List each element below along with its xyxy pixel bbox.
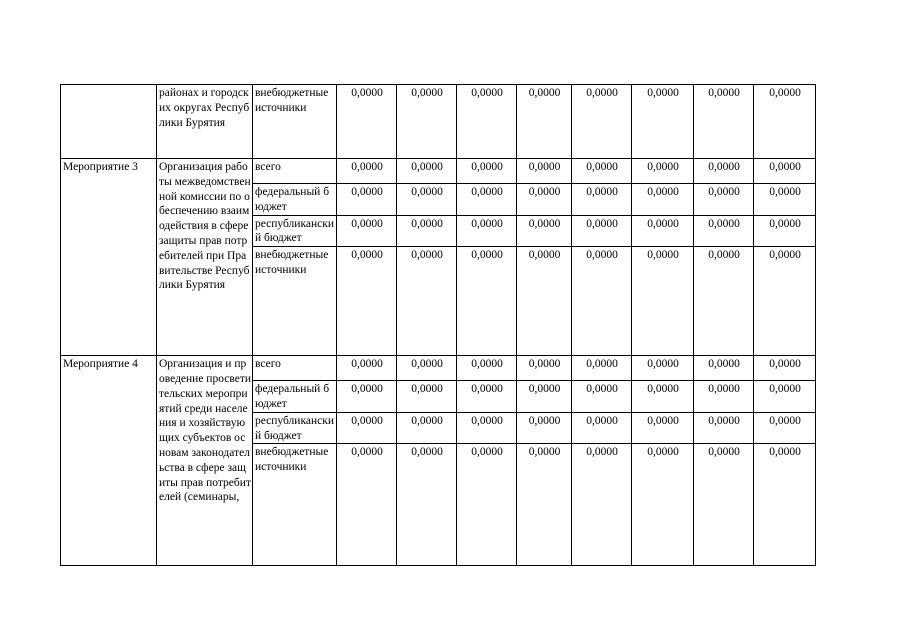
value-cell: 0,0000 (754, 412, 816, 444)
value-cell: 0,0000 (754, 184, 816, 216)
funding-source-cell: федеральный бюджет (253, 184, 337, 216)
value-cell: 0,0000 (457, 444, 517, 566)
funding-source-cell: внебюджетные источники (253, 247, 337, 356)
value-cell: 0,0000 (694, 184, 754, 216)
value-cell: 0,0000 (337, 381, 397, 413)
value-cell: 0,0000 (754, 85, 816, 159)
value-cell: 0,0000 (397, 159, 457, 184)
funding-source-cell: федеральный бюджет (253, 381, 337, 413)
value-cell: 0,0000 (517, 215, 572, 247)
measure-name-cell: районах и городских округах Республики Бурятия (157, 85, 253, 159)
value-cell: 0,0000 (632, 85, 694, 159)
funding-source-cell: республиканский бюджет (253, 215, 337, 247)
value-cell: 0,0000 (517, 184, 572, 216)
value-cell: 0,0000 (632, 444, 694, 566)
value-cell: 0,0000 (457, 247, 517, 356)
value-cell: 0,0000 (397, 356, 457, 381)
value-cell: 0,0000 (397, 184, 457, 216)
value-cell: 0,0000 (517, 412, 572, 444)
table-row (61, 85, 816, 159)
value-cell: 0,0000 (457, 215, 517, 247)
measure-cell: Мероприятие 4 (61, 356, 157, 566)
value-cell: 0,0000 (337, 85, 397, 159)
value-cell: 0,0000 (457, 85, 517, 159)
value-cell: 0,0000 (754, 381, 816, 413)
value-cell: 0,0000 (572, 215, 632, 247)
value-cell: 0,0000 (337, 444, 397, 566)
value-cell: 0,0000 (632, 356, 694, 381)
value-cell: 0,0000 (397, 444, 457, 566)
table-row (61, 159, 816, 184)
value-cell: 0,0000 (694, 444, 754, 566)
value-cell: 0,0000 (517, 444, 572, 566)
value-cell: 0,0000 (694, 412, 754, 444)
value-cell: 0,0000 (632, 247, 694, 356)
value-cell: 0,0000 (457, 412, 517, 444)
value-cell: 0,0000 (754, 356, 816, 381)
value-cell: 0,0000 (754, 444, 816, 566)
value-cell: 0,0000 (632, 184, 694, 216)
measure-cell (61, 85, 157, 159)
value-cell: 0,0000 (337, 247, 397, 356)
value-cell: 0,0000 (632, 381, 694, 413)
value-cell: 0,0000 (397, 412, 457, 444)
budget-table (60, 84, 816, 566)
value-cell: 0,0000 (694, 247, 754, 356)
value-cell: 0,0000 (517, 247, 572, 356)
funding-source-cell: внебюджетные источники (253, 85, 337, 159)
value-cell: 0,0000 (397, 381, 457, 413)
value-cell: 0,0000 (397, 215, 457, 247)
table-row (61, 356, 816, 381)
table-body (61, 85, 816, 566)
value-cell: 0,0000 (397, 85, 457, 159)
measure-cell: Мероприятие 3 (61, 159, 157, 356)
measure-name-cell: Организация работы межведомственной комиссии по обеспечению взаимодействия в сфере защиты прав потребителей при Правительстве Республики Бурятия (157, 159, 253, 356)
measure-name-cell: Организация и проведение просветительских мероприятий среди населения и хозяйствующих субъектов основам законодательства в сфере защиты прав потребителей (семинары, (157, 356, 253, 566)
value-cell: 0,0000 (457, 381, 517, 413)
value-cell: 0,0000 (694, 215, 754, 247)
value-cell: 0,0000 (572, 85, 632, 159)
value-cell: 0,0000 (632, 412, 694, 444)
value-cell: 0,0000 (337, 159, 397, 184)
value-cell: 0,0000 (517, 356, 572, 381)
funding-source-cell: всего (253, 159, 337, 184)
value-cell: 0,0000 (694, 159, 754, 184)
value-cell: 0,0000 (397, 247, 457, 356)
value-cell: 0,0000 (572, 247, 632, 356)
value-cell: 0,0000 (694, 381, 754, 413)
funding-source-cell: республиканский бюджет (253, 412, 337, 444)
value-cell: 0,0000 (572, 444, 632, 566)
value-cell: 0,0000 (572, 184, 632, 216)
value-cell: 0,0000 (754, 215, 816, 247)
value-cell: 0,0000 (337, 356, 397, 381)
value-cell: 0,0000 (517, 85, 572, 159)
value-cell: 0,0000 (572, 356, 632, 381)
value-cell: 0,0000 (337, 412, 397, 444)
value-cell: 0,0000 (457, 159, 517, 184)
value-cell: 0,0000 (337, 184, 397, 216)
value-cell: 0,0000 (694, 85, 754, 159)
value-cell: 0,0000 (457, 356, 517, 381)
value-cell: 0,0000 (754, 159, 816, 184)
value-cell: 0,0000 (694, 356, 754, 381)
funding-source-cell: всего (253, 356, 337, 381)
value-cell: 0,0000 (754, 247, 816, 356)
funding-source-cell: внебюджетные источники (253, 444, 337, 566)
value-cell: 0,0000 (632, 215, 694, 247)
value-cell: 0,0000 (572, 412, 632, 444)
value-cell: 0,0000 (572, 159, 632, 184)
value-cell: 0,0000 (337, 215, 397, 247)
value-cell: 0,0000 (457, 184, 517, 216)
value-cell: 0,0000 (517, 381, 572, 413)
value-cell: 0,0000 (517, 159, 572, 184)
value-cell: 0,0000 (632, 159, 694, 184)
value-cell: 0,0000 (572, 381, 632, 413)
